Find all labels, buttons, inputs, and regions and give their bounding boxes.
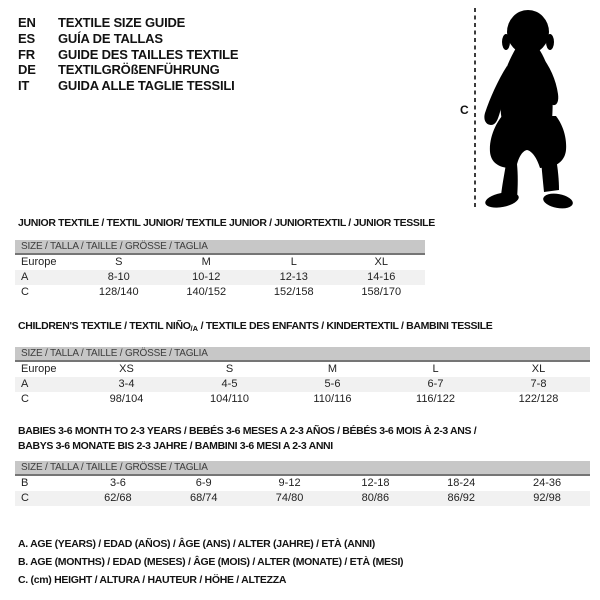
size-cell: 122/128 — [518, 393, 559, 405]
junior-size-table — [15, 255, 425, 300]
heading-subscript: /A — [190, 324, 199, 333]
size-cell: 12-13 — [279, 271, 308, 283]
lang-row-fr — [18, 47, 238, 63]
lang-title: GUIDA ALLE TAGLIE TESSILI — [58, 78, 235, 94]
size-cell: 18-24 — [447, 477, 476, 489]
size-cell: 80/86 — [361, 492, 390, 504]
table-row — [15, 362, 590, 377]
babies-size-table — [15, 476, 590, 506]
size-cell: 6-9 — [195, 477, 212, 489]
table-row — [15, 270, 425, 285]
lang-row-es — [18, 31, 238, 47]
lang-title: TEXTILE SIZE GUIDE — [58, 15, 186, 30]
size-cell: 92/98 — [533, 492, 561, 504]
lang-title: GUÍA DE TALLAS — [58, 30, 163, 46]
size-cell: XL — [374, 256, 388, 268]
size-cell: 98/104 — [109, 393, 144, 405]
size-cell: 74/80 — [275, 492, 304, 504]
row-label: C — [21, 286, 29, 298]
heading-text: CHILDREN'S TEXTILE / TEXTIL NIÑO — [18, 320, 191, 332]
table-row — [15, 491, 590, 506]
height-measure-label: C — [460, 103, 469, 117]
lang-code: DE — [18, 62, 36, 78]
table-row — [15, 476, 590, 491]
row-label: C — [21, 492, 29, 504]
lang-code: IT — [18, 78, 30, 94]
footnotes — [18, 535, 403, 589]
size-cell: 152/158 — [273, 286, 314, 298]
row-label: Europe — [21, 256, 57, 268]
size-cell: 6-7 — [427, 378, 444, 390]
size-cell: 86/92 — [447, 492, 475, 504]
row-label: C — [21, 393, 29, 405]
row-label: B — [21, 477, 29, 489]
size-cell: M — [327, 363, 338, 375]
size-cell: 14-16 — [367, 271, 396, 283]
lang-code: EN — [18, 15, 36, 30]
size-header-bar: SIZE / TALLA / TAILLE / GRÖSSE / TAGLIA — [15, 347, 590, 362]
size-cell: 62/68 — [104, 492, 132, 504]
heading-line-2: BABYS 3-6 MONATE BIS 2-3 JAHRE / BAMBINI 3-6 MESI A 2-3 ANNI — [18, 440, 333, 452]
size-cell: 5-6 — [324, 378, 341, 390]
table-row — [15, 255, 425, 270]
footnote-c: C. (cm) HEIGHT / ALTURA / HAUTEUR / HÖHE / ALTEZZA — [18, 574, 287, 586]
heading-text: / TEXTILE DES ENFANTS / KINDERTEXTIL / BAMBINI TESSILE — [198, 320, 493, 332]
size-cell: 12-18 — [361, 477, 390, 489]
size-cell: M — [201, 256, 211, 268]
children-size-table — [15, 362, 590, 407]
size-cell: XL — [531, 363, 546, 375]
size-cell: S — [225, 363, 234, 375]
children-table — [15, 347, 590, 407]
footnote-a: A. AGE (YEARS) / EDAD (AÑOS) / ÂGE (ANS) / ALTER (JAHRE) / ETÀ (ANNI) — [18, 538, 375, 550]
lang-row-en — [18, 15, 238, 31]
row-label: A — [21, 271, 29, 283]
junior-section-heading: JUNIOR TEXTILE / TEXTIL JUNIOR/ TEXTILE JUNIOR / JUNIORTEXTIL / JUNIOR TESSILE — [18, 217, 435, 229]
table-row — [15, 285, 425, 300]
lang-title: GUIDE DES TAILLES TEXTILE — [58, 46, 239, 62]
row-label: Europe — [21, 363, 57, 375]
size-cell: 140/152 — [186, 286, 227, 298]
size-cell: 158/170 — [361, 286, 402, 298]
size-cell: 10-12 — [192, 271, 221, 283]
table-row — [15, 392, 590, 407]
size-cell: 68/74 — [189, 492, 218, 504]
table-row — [15, 377, 590, 392]
size-header-bar: SIZE / TALLA / TAILLE / GRÖSSE / TAGLIA — [15, 240, 425, 255]
size-cell: 128/140 — [98, 286, 139, 298]
size-header-bar: SIZE / TALLA / TAILLE / GRÖSSE / TAGLIA — [15, 461, 590, 476]
size-cell: 7-8 — [530, 378, 547, 390]
size-cell: 3-4 — [118, 378, 135, 390]
lang-code: FR — [18, 46, 35, 62]
lang-title: TEXTILGRÖßENFÜHRUNG — [58, 62, 220, 78]
size-cell: L — [290, 256, 297, 268]
size-cell: 8-10 — [107, 271, 130, 283]
size-cell: XS — [119, 363, 134, 375]
babies-table — [15, 461, 590, 506]
size-cell: 4-5 — [221, 378, 238, 390]
row-label: A — [21, 378, 29, 390]
size-cell: 9-12 — [278, 477, 301, 489]
toddler-silhouette-icon — [480, 8, 576, 210]
junior-table — [15, 240, 425, 300]
height-measure-line — [474, 8, 476, 208]
size-cell: S — [115, 256, 123, 268]
heading-line-1: BABIES 3-6 MONTH TO 2-3 YEARS / BEBÉS 3-6 MESES A 2-3 AÑOS / BÉBÉS 3-6 MOIS À 2-3 ANS / — [18, 425, 477, 437]
babies-section-heading — [18, 424, 488, 454]
size-cell: 24-36 — [533, 477, 562, 489]
size-cell: 3-6 — [109, 477, 126, 489]
lang-row-it — [18, 78, 238, 94]
size-cell: L — [432, 363, 439, 375]
lang-code: ES — [18, 30, 35, 46]
lang-row-de — [18, 62, 238, 78]
language-title-list — [18, 15, 238, 94]
size-cell: 116/122 — [416, 393, 455, 405]
size-cell: 104/110 — [210, 393, 249, 405]
size-cell: 110/116 — [313, 393, 352, 405]
footnote-b: B. AGE (MONTHS) / EDAD (MESES) / ÂGE (MOIS) / ALTER (MONATE) / ETÀ (MESI) — [18, 556, 404, 568]
measurement-figure — [440, 5, 598, 217]
children-section-heading — [18, 320, 492, 333]
